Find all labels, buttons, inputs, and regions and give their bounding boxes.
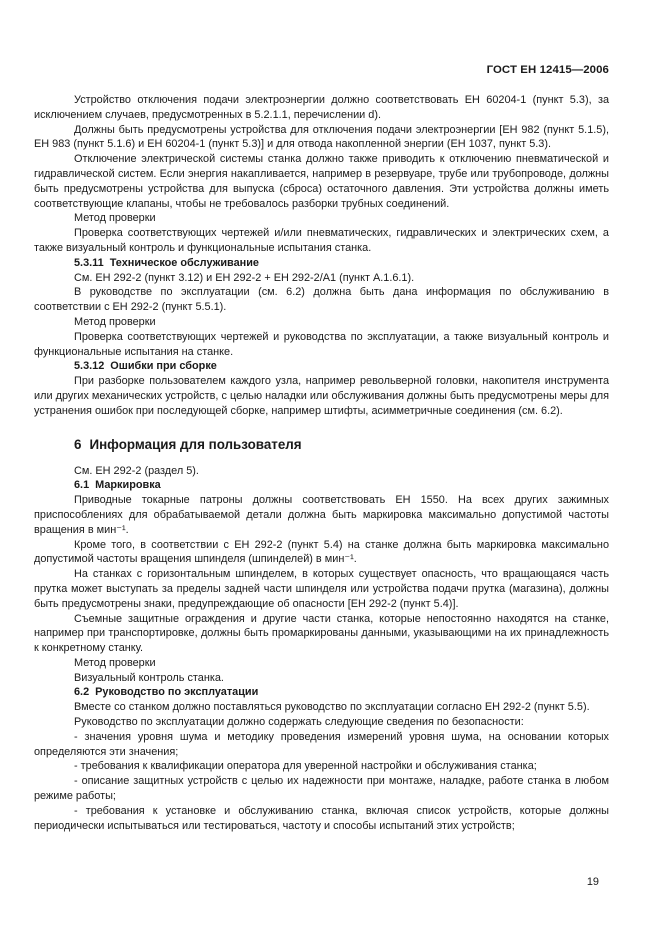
section-heading-6 [34,436,609,454]
subsection-title: Маркировка [95,479,161,492]
subsection-heading-6-1 [34,478,609,493]
subsection-heading-5-3-11 [34,256,609,271]
paragraph: Проверка соответствующих чертежей и руководства по эксплуатации, а также визуальный контроль и функциональные испытания на станке. [34,330,609,358]
list-item: - требования к квалификации оператора для уверенной настройки и обслуживания станка; [74,760,537,773]
subsection-number: 6.2 [74,686,90,699]
paragraph: Вместе со станком должно поставляться руководство по эксплуатации согласно ЕН 292-2 (пункт 5.5). [74,701,590,714]
paragraph: Кроме того, в соответствии с ЕН 292-2 (пункт 5.4) на станке должна быть маркировка максимально допустимой частоты вращения шпинделя (шпинделей) в мин⁻¹. [34,538,609,566]
paragraph: Визуальный контроль станка. [74,671,224,684]
paragraph: В руководстве по эксплуатации (см. 6.2) должна быть дана информация по обслуживанию в соответствии с ЕН 292-2 (пункт 5.5.1). [34,286,609,314]
page-number: 19 [586,876,599,888]
section-title: Информация для пользователя [89,436,302,452]
verification-label: Метод проверки [74,656,156,669]
subsection-heading-5-3-12 [34,359,609,374]
paragraph: См. ЕН 292-2 (пункт 3.12) и ЕН 292-2 + ЕН 292-2/А1 (пункт А.1.6.1). [74,271,415,284]
subsection-title: Техническое обслуживание [109,256,259,269]
subsection-title: Руководство по эксплуатации [95,686,259,699]
subsection-heading-6-2 [34,685,609,700]
verification-label: Метод проверки [74,212,156,225]
paragraph: Руководство по эксплуатации должно содержать следующие сведения по безопасности: [74,716,524,729]
document-header: ГОСТ ЕН 12415—2006 [486,64,609,76]
verification-label: Метод проверки [74,315,156,328]
section-number: 6 [74,436,82,452]
paragraph: Приводные токарные патроны должны соответствовать ЕН 1550. На всех других зажимных приспособлениях для обрабатываемой детали должна быть маркировка максимально допустимой частоты вращения в мин⁻¹. [34,494,609,536]
paragraph: При разборке пользователем каждого узла, например револьверной головки, накопителя инструмента или других механических устройств, с целью наладки или обслуживания должны быть предусмотрены меры для устранения ошибок при последующей сборке, например штифты, асимметричные соединения (см. 6.2). [34,375,609,417]
subsection-number: 5.3.12 [74,360,105,373]
list-item: - описание защитных устройств с целью их надежности при монтаже, наладке, работе станка в любом режиме работы; [34,775,609,803]
subsection-number: 5.3.11 [74,256,104,269]
list-item: - значения уровня шума и методику проведения измерений уровня шума, на основании которых определяются эти значения; [34,730,609,758]
list-item: - требования к установке и обслуживанию станка, включая список устройств, которые должны периодически испытываться или тестироваться, частоту и способы испытаний этих устройств; [34,804,609,832]
paragraph: На станках с горизонтальным шпинделем, в которых существует опасность, что вращающаяся часть прутка может выступать за пределы задней части шпинделя или устройства подачи прутка (магазина), должны быть предусмотрены знаки, предупреждающие об опасности [ЕН 292-2 (пункт 5.4)]. [34,568,609,610]
subsection-title: Ошибки при сборке [110,360,217,373]
paragraph: Отключение электрической системы станка должно также приводить к отключению пневматической и гидравлической систем. Если энергия накапливается, например в резервуаре, трубе или трубопроводе, должны быть предусмотрены устройства для выпуска (сброса) остаточного давления. Эти устройства должны иметь соответствующие клапаны, чтобы не требовалось разборки трубных соединений. [34,153,609,210]
paragraph: Проверка соответствующих чертежей и/или пневматических, гидравлических и электрических схем, а также визуальный контроль и функциональные испытания станка. [34,227,609,254]
paragraph: Должны быть предусмотрены устройства для отключения подачи электроэнергии [ЕН 982 (пункт 5.1.5), ЕН 983 (пункт 5.1.6) и ЕН 60204-1 (пункт 5.3)] и для отвода накопленной энергии (ЕН 1037, пункт 5.3). [34,123,609,151]
subsection-number: 6.1 [74,479,90,492]
document-body [34,93,609,833]
paragraph: См. ЕН 292-2 (раздел 5). [74,464,199,477]
paragraph: Съемные защитные ограждения и другие части станка, которые непостоянно находятся на станке, например при транспортировке, должны быть промаркированы данными, указывающими на их принадлежность к конкретному станку. [34,612,609,655]
paragraph: Устройство отключения подачи электроэнергии должно соответствовать ЕН 60204-1 (пункт 5.3), за исключением случаев, предусмотренных в 5.2.1.1, перечислении d). [34,94,609,121]
